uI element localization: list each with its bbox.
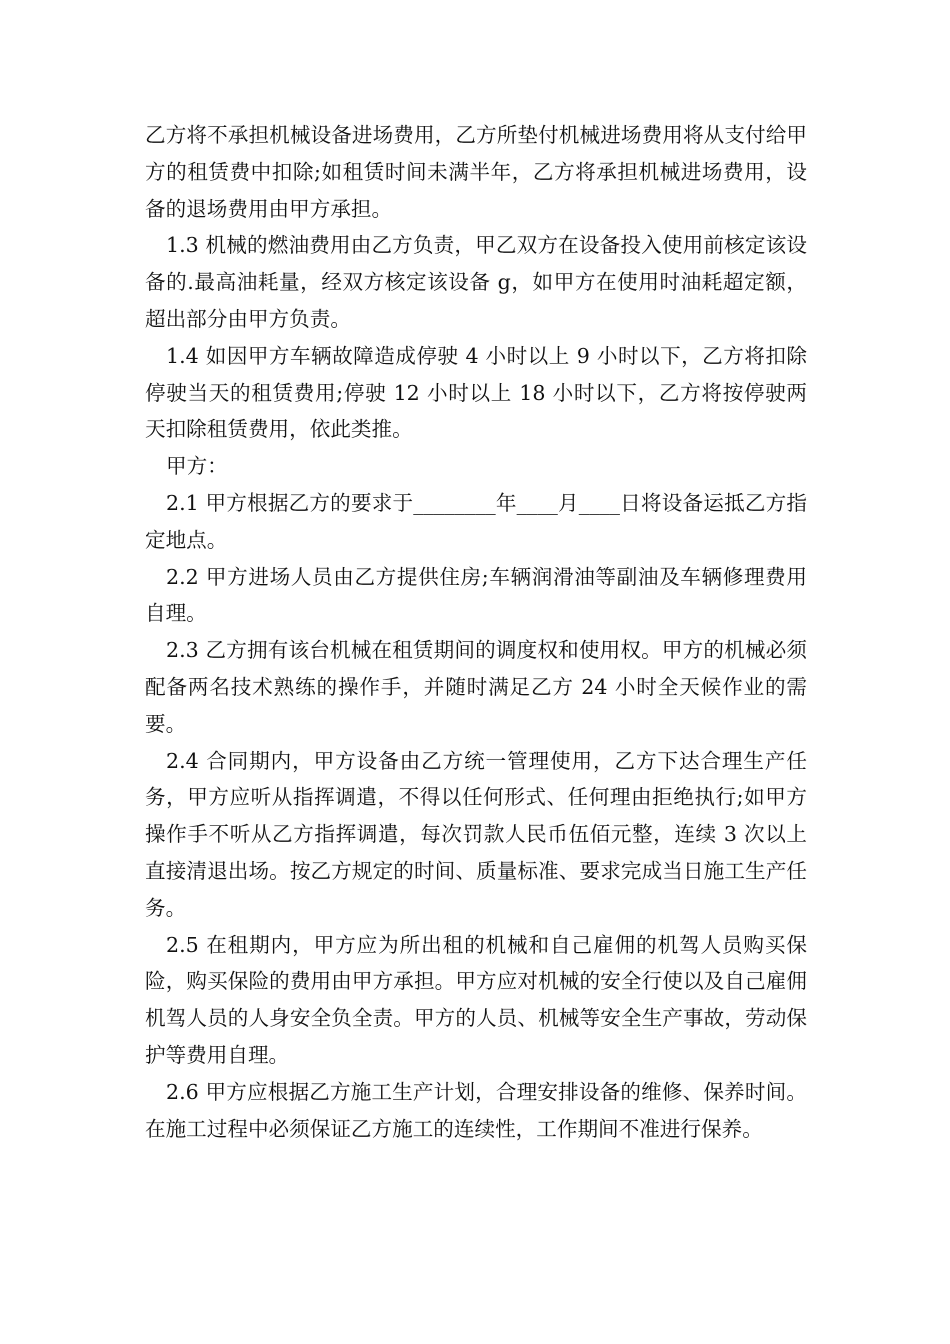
document-page (145, 117, 807, 1147)
clause-1-4: 1.4 如因甲方车辆故障造成停驶 4 小时以上 9 小时以下，乙方将扣除停驶当天的租赁费用;停驶 12 小时以上 18 小时以下，乙方将按停驶两天扣除租赁费用，依此类推。 (145, 343, 807, 442)
clause-2-1: 2.1 甲方根据乙方的要求于________年____月____日将设备运抵乙方指定地点。 (145, 490, 807, 552)
paragraph-continuation: 乙方将不承担机械设备进场费用，乙方所垫付机械进场费用将从支付给甲方的租赁费中扣除;如租赁时间未满半年，乙方将承担机械进场费用，设备的退场费用由甲方承担。 (145, 123, 807, 221)
section-heading-party-a: 甲方： (166, 454, 228, 479)
clause-2-3: 2.3 乙方拥有该台机械在租赁期间的调度权和使用权。甲方的机械必须配备两名技术熟练的操作手，并随时满足乙方 24 小时全天候作业的需要。 (145, 638, 807, 736)
clause-2-5: 2.5 在租期内，甲方应为所出租的机械和自己雇佣的机驾人员购买保险，购买保险的费用由甲方承担。甲方应对机械的安全行使以及自己雇佣机驾人员的人身安全负全责。甲方的人员、机械等安全生产事故，劳动保护等费用自理。 (145, 932, 807, 1067)
clause-1-3: 1.3 机械的燃油费用由乙方负责，甲乙双方在设备投入使用前核定该设备的.最高油耗量，经双方核定该设备 g，如甲方在使用时油耗超定额，超出部分由甲方负责。 (145, 233, 807, 331)
clause-2-6: 2.6 甲方应根据乙方施工生产计划，合理安排设备的维修、保养时间。在施工过程中必须保证乙方施工的连续性，工作期间不准进行保养。 (145, 1079, 807, 1141)
clause-2-2: 2.2 甲方进场人员由乙方提供住房;车辆润滑油等副油及车辆修理费用自理。 (145, 564, 807, 626)
clause-2-4: 2.4 合同期内，甲方设备由乙方统一管理使用，乙方下达合理生产任务，甲方应听从指挥调遣，不得以任何形式、任何理由拒绝执行;如甲方操作手不听从乙方指挥调遣，每次罚款人民币伍佰元整，连续 3 次以上直接清退出场。按乙方规定的时间、质量标准、要求完成当日施工生产任务。 (145, 748, 807, 920)
